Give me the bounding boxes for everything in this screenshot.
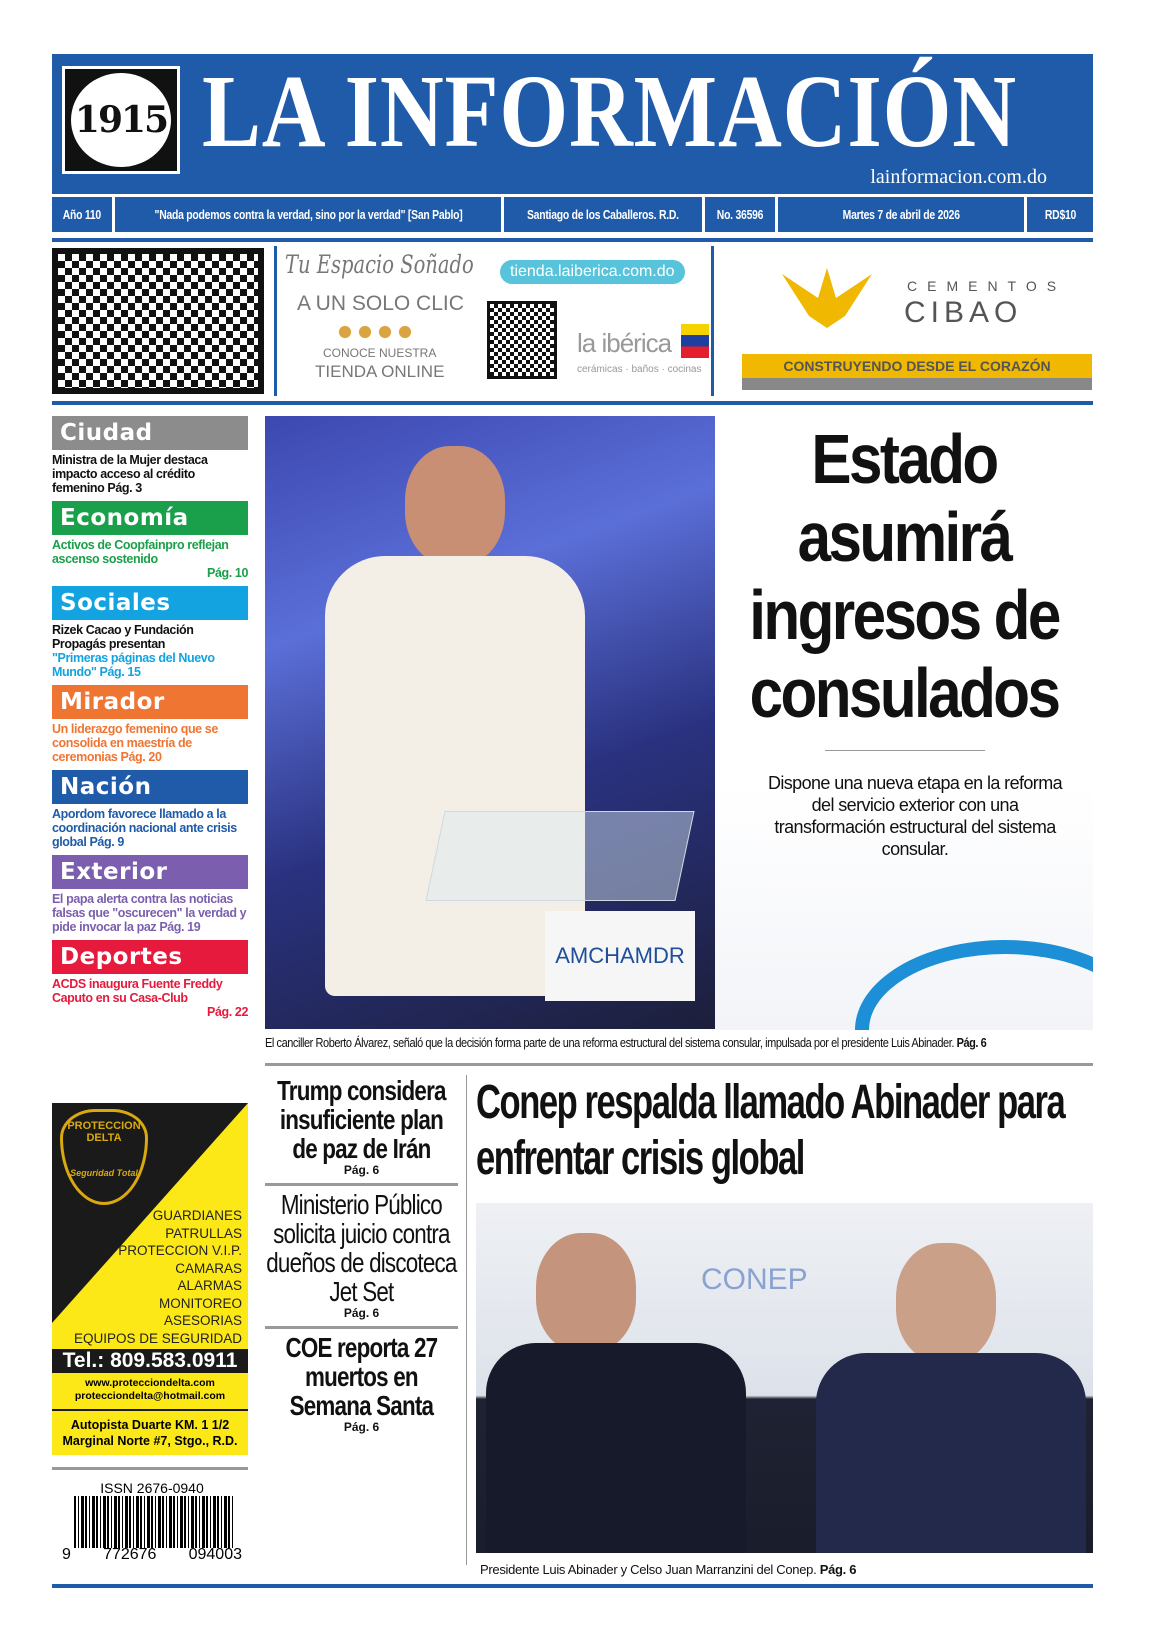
masthead [52, 54, 1093, 194]
address-line: Marginal Norte #7, Stgo., R.D. [62, 1434, 238, 1448]
section-teaser[interactable] [52, 807, 248, 849]
section-teaser[interactable] [52, 623, 248, 679]
edition-year: Año 110 [62, 207, 102, 222]
service-item: ALARMAS [177, 1278, 242, 1293]
lead-dek: Dispone una nueva etapa en la reforma del servicio exterior con una transformación estructural del sistema consular. [767, 773, 1062, 859]
city-cell [504, 197, 702, 232]
service-item: PATRULLAS [165, 1225, 242, 1241]
qr-code[interactable] [52, 248, 264, 394]
teaser-text: Apordom favorece llamado a la coordinación nacional ante crisis global Pág. 9 [52, 807, 237, 849]
caption-text: El canciller Roberto Álvarez, señaló que la decisión forma parte de una reforma estructural del sistema consular, impulsada por el presidente Luis Abinader. [265, 1036, 954, 1050]
ad-contact [52, 1377, 248, 1403]
issue-number: No. 36596 [716, 207, 764, 222]
service-item: EQUIPOS DE SEGURIDAD [73, 1330, 242, 1346]
page-ref: Pág. 6 [343, 1163, 380, 1177]
page-ref: Pág. 6 [343, 1420, 380, 1434]
issue-number-cell [705, 197, 775, 232]
service-list [52, 1207, 248, 1347]
ad-strip [52, 246, 1093, 396]
section-header-ciudad[interactable]: Ciudad [52, 416, 248, 450]
rule [825, 750, 985, 751]
story-headline[interactable]: Ministerio Público solicita juicio contra dueños de discoteca Jet Set [266, 1189, 457, 1307]
barcode-digit: 9 [62, 1546, 71, 1563]
ad-brand: la ibérica [577, 328, 672, 358]
ad-script: Tu Espacio Soñado [285, 250, 474, 279]
badge-text: Seguridad Total [70, 1168, 138, 1178]
section-header-deportes[interactable]: Deportes [52, 940, 248, 974]
story[interactable] [265, 1186, 458, 1329]
divider [52, 401, 1093, 405]
divider [265, 1063, 1093, 1066]
barcode-digits: 772676 [103, 1546, 157, 1563]
teaser-text: Activos de Coopfainpro reflejan ascenso sostenido [52, 538, 229, 566]
address-line: Autopista Duarte KM. 1 1/2 [70, 1418, 230, 1432]
section-teaser[interactable] [52, 722, 248, 764]
ad-address [52, 1417, 248, 1449]
ad-url[interactable]: tienda.laiberica.com.do [500, 260, 685, 284]
second-headline[interactable]: Conep respalda llamado Abinader para enfrentar crisis global [476, 1076, 1065, 1185]
logo-year: 1915 [71, 73, 171, 167]
ad-cta: TIENDA ONLINE [315, 362, 445, 381]
teaser-text: ACDS inaugura Fuente Freddy Caputo en su Casa-Club [52, 977, 223, 1005]
sidebar [52, 416, 248, 1025]
teaser-text: Rizek Cacao y Fundación Propagás presentan [52, 623, 194, 651]
backdrop-logo: CONEP [701, 1263, 808, 1296]
service-item: PROTECCION V.I.P. [118, 1243, 242, 1258]
cibao-top: CEMENTOS [907, 278, 1067, 294]
head [405, 446, 505, 566]
ad-cta: CONOCE NUESTRA [323, 346, 437, 360]
section-header-sociales[interactable]: Sociales [52, 586, 248, 620]
service-item: MONITOREO [158, 1295, 242, 1311]
cibao-name: CIBAO [904, 296, 1023, 329]
divider [52, 1409, 248, 1411]
icons-row [335, 324, 415, 340]
podium [425, 811, 694, 901]
date: Martes 7 de abril de 2026 [842, 207, 960, 222]
barcode-bars [74, 1496, 234, 1548]
service-item: ASESORIAS [163, 1313, 242, 1328]
qr-code-small[interactable] [487, 301, 557, 379]
teaser-text: Un liderazgo femenino que se consolida en maestría de ceremonias Pág. 20 [52, 722, 218, 764]
person-suit [816, 1353, 1086, 1553]
section-teaser[interactable] [52, 538, 248, 580]
page-ref: Pág. 6 [343, 1306, 380, 1320]
city: Santiago de los Caballeros. R.D. [527, 207, 679, 222]
decor-circle [855, 940, 1093, 1030]
ad-iberica[interactable] [274, 246, 714, 396]
second-photo[interactable] [476, 1203, 1093, 1553]
service-item: GUARDIANES [152, 1208, 242, 1223]
motto-cell [115, 197, 501, 232]
story-headline[interactable]: COE reporta 27 muertos en Semana Santa [285, 1332, 438, 1421]
motto: "Nada podemos contra la verdad, sino por la verdad" [San Pablo] [154, 207, 462, 222]
section-teaser[interactable] [52, 453, 248, 495]
barcode-digits: 094003 [188, 1546, 242, 1563]
divider [52, 1467, 248, 1470]
ad-proteccion-delta[interactable] [52, 1103, 248, 1455]
teaser-text: Ministra de la Mujer destaca impacto acceso al crédito femenino Pág. 3 [52, 453, 208, 495]
section-header-nación[interactable]: Nación [52, 770, 248, 804]
story[interactable] [265, 1072, 458, 1186]
price: RD$10 [1044, 207, 1076, 222]
ad-sub: cerámicas · baños · cocinas [577, 364, 702, 375]
column-rule [466, 1075, 467, 1565]
issn: ISSN 2676-0940 [100, 1480, 204, 1496]
ad-web[interactable]: www.protecciondelta.com [85, 1377, 215, 1389]
person-head [536, 1233, 636, 1353]
price-cell [1027, 197, 1093, 232]
person-suit [486, 1343, 746, 1553]
caption-text: Presidente Luis Abinader y Celso Juan Marranzini del Conep. [480, 1562, 817, 1577]
section-header-economía[interactable]: Economía [52, 501, 248, 535]
section-teaser[interactable] [52, 977, 248, 1019]
lead-photo[interactable] [265, 416, 715, 1029]
teaser-text: Pág. 10 [207, 566, 248, 580]
badge-text: DELTA [86, 1132, 122, 1144]
edition-year-cell [52, 197, 112, 232]
divider [52, 238, 1093, 242]
logo [62, 66, 180, 174]
cibao-slogan: CONSTRUYENDO DESDE EL CORAZÓN [742, 354, 1092, 378]
date-cell [778, 197, 1024, 232]
teaser-text: El papa alerta contra las noticias falsas que "oscurecen" la verdad y pide invocar la paz Pág. 19 [52, 892, 247, 934]
section-header-mirador[interactable]: Mirador [52, 685, 248, 719]
flag-mark [681, 324, 709, 358]
barcode [62, 1480, 242, 1564]
website[interactable]: lainformacion.com.do [870, 166, 1047, 188]
badge-text: PROTECCION [67, 1120, 141, 1132]
lead-caption [265, 1036, 1092, 1050]
ad-tagline: A UN SOLO CLIC [297, 292, 464, 315]
page-ref: Pág. 6 [956, 1036, 987, 1050]
section-teaser[interactable] [52, 892, 248, 934]
second-caption [480, 1562, 856, 1577]
info-bar [52, 197, 1093, 232]
story-column [265, 1072, 458, 1440]
story[interactable] [265, 1329, 458, 1440]
ad-phone[interactable]: Tel.: 809.583.0911 [52, 1349, 248, 1373]
teaser-text: "Primeras páginas del Nuevo Mundo" Pág. 15 [52, 651, 215, 679]
ad-cibao[interactable] [732, 246, 1093, 396]
section-header-exterior[interactable]: Exterior [52, 855, 248, 889]
page-ref: Pág. 6 [819, 1562, 857, 1577]
podium-sign: AMCHAMDR [545, 911, 695, 1001]
eagle-icon [782, 268, 872, 328]
service-item: CAMARAS [175, 1260, 242, 1276]
newspaper-title: LA INFORMACIÓN [202, 54, 1017, 169]
bottom-rule [52, 1584, 1093, 1588]
person-head [896, 1243, 996, 1363]
lead-headline[interactable]: Estado asumirá ingresos de consulados [749, 420, 1059, 732]
gray-bar [742, 378, 1092, 390]
story-headline[interactable]: Trump considera insuficiente plan de paz de Irán [277, 1075, 446, 1164]
lead-story[interactable] [715, 420, 1093, 1030]
ad-email[interactable]: protecciondelta@hotmail.com [74, 1390, 226, 1402]
teaser-text: Pág. 22 [207, 1005, 248, 1019]
